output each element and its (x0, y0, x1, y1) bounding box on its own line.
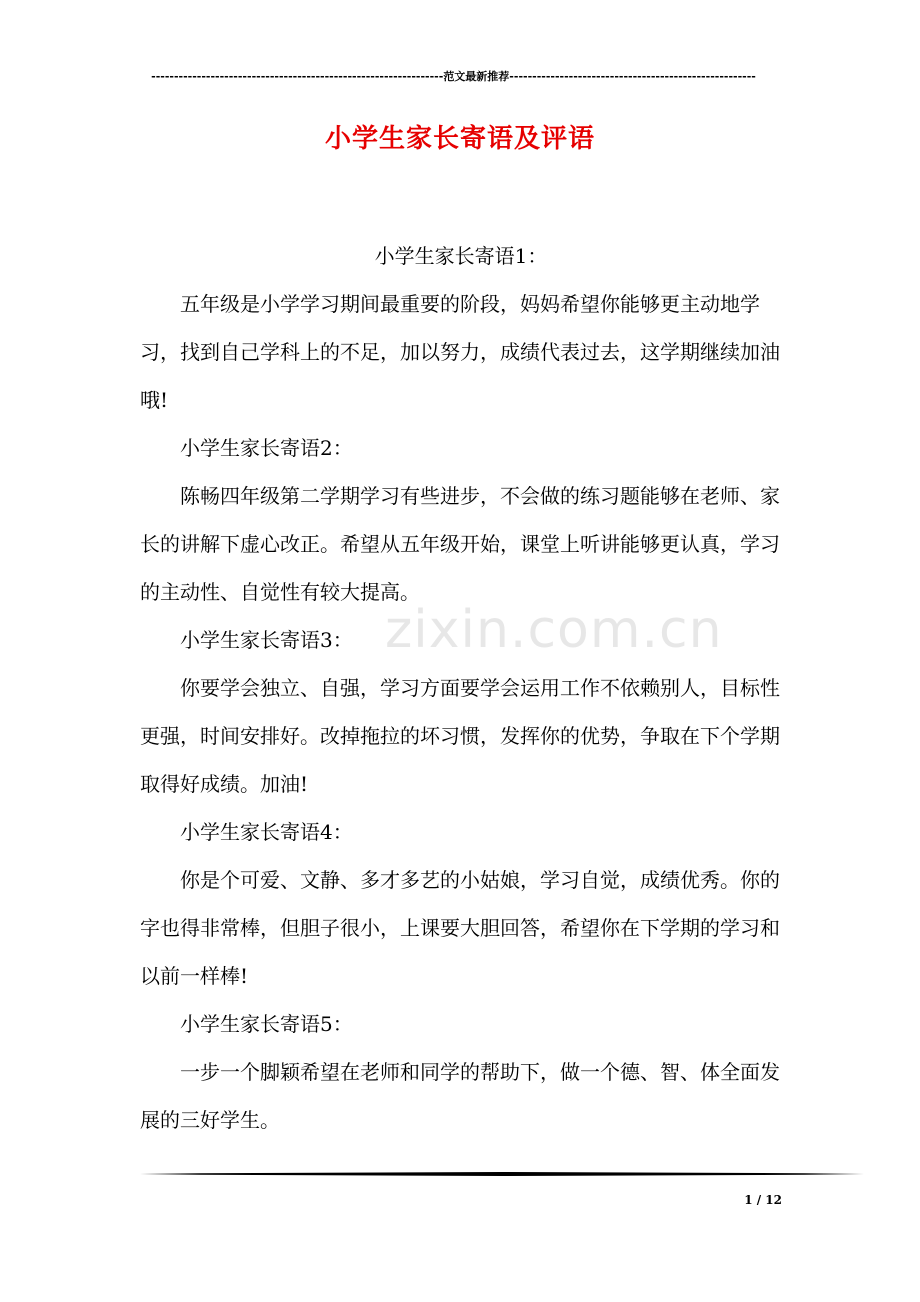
document-body (140, 232, 782, 1144)
paragraph: 五年级是小学学习期间最重要的阶段，妈妈希望你能够更主动地学习，找到自己学科上的不足，加以努力，成绩代表过去，这学期继续加油哦! (140, 292, 780, 412)
paragraph: 你是个可爱、文静、多才多艺的小姑娘，学习自觉，成绩优秀。你的字也得非常棒，但胆子很小，上课要大胆回答，希望你在下学期的学习和以前一样棒! (140, 868, 780, 988)
paragraph: 陈畅四年级第二学期学习有些进步，不会做的练习题能够在老师、家长的讲解下虚心改正。希望从五年级开始，课堂上听讲能够更认真，学习的主动性、自觉性有较大提高。 (140, 484, 780, 604)
section-heading: 小学生家长寄语2： (180, 436, 353, 460)
paragraph: 一步一个脚颖希望在老师和同学的帮助下，做一个德、智、体全面发展的三好学生。 (140, 1060, 780, 1132)
header-banner: ----------------------------------------------------------------范文最新推荐------------------------------------------------------ (151, 70, 756, 83)
section-heading: 小学生家长寄语5： (180, 1012, 353, 1036)
watermark: zixin.com.cn (385, 600, 723, 660)
footer-divider (140, 1172, 864, 1176)
document-title: 小学生家长寄语及评语 (324, 124, 595, 154)
paragraph: 你要学会独立、自强，学习方面要学会运用工作不依赖别人，目标性更强，时间安排好。改掉拖拉的坏习惯，发挥你的优势，争取在下个学期取得好成绩。加油! (140, 676, 780, 796)
section-heading: 小学生家长寄语3： (180, 628, 353, 652)
section-heading: 小学生家长寄语1： (374, 244, 548, 268)
section-heading: 小学生家长寄语4： (180, 820, 353, 844)
page-number: 1 / 12 (744, 1193, 782, 1207)
